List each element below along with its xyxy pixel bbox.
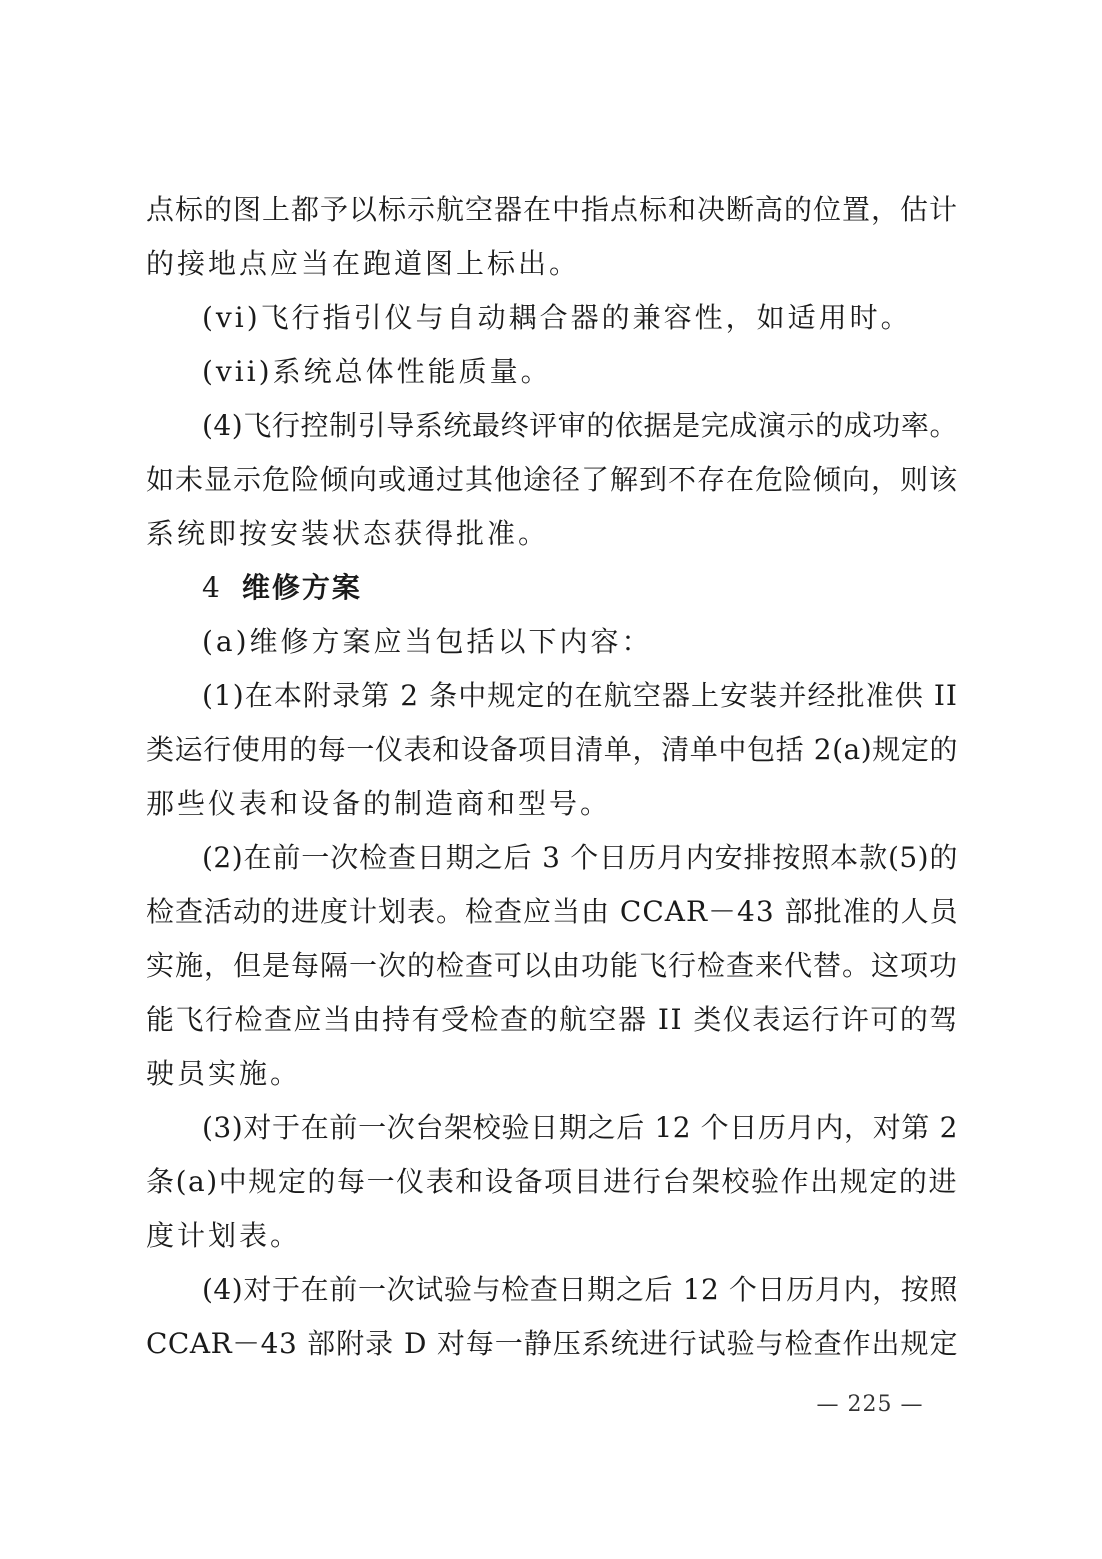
item-1-line: 类运行使用的每一仪表和设备项目清单，清单中包括 2(a)规定的 xyxy=(146,733,958,766)
page-number: — 225 — xyxy=(816,1392,924,1417)
item-4-line: CCAR－43 部附录 D 对每一静压系统进行试验与检查作出规定 xyxy=(146,1327,958,1360)
section-title: 维修方案 xyxy=(241,571,362,604)
item-2-line: 实施，但是每隔一次的检查可以由功能飞行检查来代替。这项功 xyxy=(146,949,959,982)
text-line: 的接地点应当在跑道图上标出。 xyxy=(146,247,581,280)
paragraph-4-line: 系统即按安装状态获得批准。 xyxy=(146,517,550,550)
item-3-line: 度计划表。 xyxy=(146,1219,302,1252)
item-1-line: (1)在本附录第 2 条中规定的在航空器上安装并经批准供 II xyxy=(202,679,958,712)
item-2-line: 能飞行检查应当由持有受检查的航空器 II 类仪表运行许可的驾 xyxy=(146,1003,959,1036)
section-number: 4 xyxy=(202,571,222,604)
item-4-line: (4)对于在前一次试验与检查日期之后 12 个日历月内，按照 xyxy=(202,1273,958,1306)
item-3-line: 条(a)中规定的每一仪表和设备项目进行台架校验作出规定的进 xyxy=(146,1165,958,1198)
item-2-line: 驶员实施。 xyxy=(146,1057,302,1090)
text-line: 点标的图上都予以标示航空器在中指点标和决断高的位置，估计 xyxy=(146,193,959,226)
item-1-line: 那些仪表和设备的制造商和型号。 xyxy=(146,787,612,820)
item-2-line: 检查活动的进度计划表。检查应当由 CCAR－43 部批准的人员 xyxy=(146,895,959,928)
paragraph-a: (a)维修方案应当包括以下内容： xyxy=(202,625,653,658)
list-item-vii: (vii)系统总体性能质量。 xyxy=(202,355,552,388)
section-heading xyxy=(202,568,958,608)
item-2-line: (2)在前一次检查日期之后 3 个日历月内安排按照本款(5)的 xyxy=(202,841,958,874)
item-3-line: (3)对于在前一次台架校验日期之后 12 个日历月内，对第 2 xyxy=(202,1111,958,1144)
paragraph-4-line: (4)飞行控制引导系统最终评审的依据是完成演示的成功率。 xyxy=(202,409,958,442)
list-item-vi: (vi)飞行指引仪与自动耦合器的兼容性，如适用时。 xyxy=(202,301,912,334)
paragraph-4-line: 如未显示危险倾向或通过其他途径了解到不存在危险倾向，则该 xyxy=(146,463,959,496)
